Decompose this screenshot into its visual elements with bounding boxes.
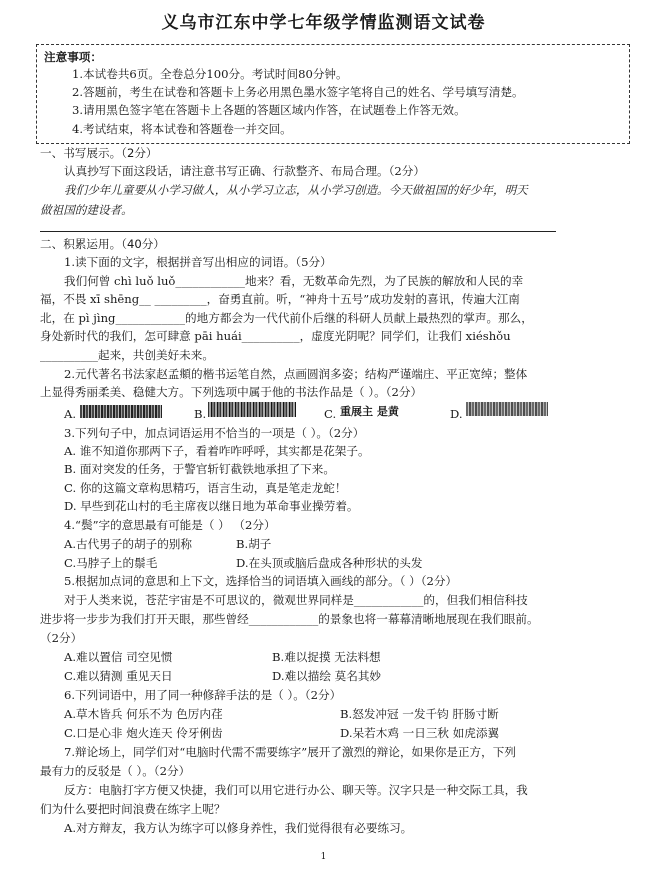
option-text: C. 你的这篇文章构思精巧，语言生动，真是笔走龙蛇！ [64, 481, 347, 495]
question-stem: 2.元代著名书法家赵孟頫的楷书运笔自然，点画圆润多姿；结构严谨端庄、平正宽绰；整体 [64, 367, 528, 381]
question-text: 们为什么要把时间浪费在练字上呢？ [40, 802, 226, 816]
question-text: 身处新时代的我们，怎可肆意 pāi huái__________，虚度光阴呢？同学们，让我们 xiéshǒu [40, 329, 511, 343]
option-text: A. 谁不知道你那两下子，看着咋咋呼呼，其实都是花架子。 [64, 444, 370, 458]
notice-heading: 注意事项： [44, 50, 102, 64]
notice-item: 4.考试结束，将本试卷和答题卷一并交回。 [72, 122, 292, 136]
option-text: A.对方辩友，我方认为练字可以修身养性，我们觉得很有必要练习。 [64, 821, 413, 835]
writing-line [40, 231, 556, 232]
copy-passage: 做祖国的建设者。 [40, 203, 133, 217]
question-text: 上显得秀丽柔美、稳健大方。下列选项中属于他的书法作品是（ ）。（2分） [40, 385, 423, 399]
option-text: A.草木皆兵 何乐不为 色厉内荏 [64, 707, 223, 721]
option-text: D. 早些到花山村的毛主席夜以继日地为革命事业操劳着。 [64, 499, 359, 513]
question-text: 对于人类来说，苍茫宇宙是不可思议的，微观世界同样是____________的，但我们相信科技 [64, 593, 528, 607]
option-text: A.古代男子的胡子的别称 [64, 537, 192, 551]
calligraphy-sample-a [80, 405, 162, 418]
option-text: C.口是心非 炮火连天 伶牙俐齿 [64, 726, 223, 740]
notice-item: 2.答题前，考生在试卷和答题卡上务必用黑色墨水签字笔将自己的姓名、学号填写清楚。 [72, 85, 524, 99]
calligraphy-sample-c: 重展主 是黄 [340, 405, 399, 418]
section-heading: 一、书写展示。（2分） [40, 146, 158, 160]
question-text: 我们何曾 chì luǒ luǒ____________地来？看，无数革命先烈，为了民族的解放和人民的幸 [64, 274, 524, 288]
option-label: A. [64, 407, 77, 421]
notice-item: 1.本试卷共6页。全卷总分100分。考试时间80分钟。 [72, 67, 348, 81]
option-text: C.难以猜测 重见天日 [64, 669, 173, 683]
page-number: 1 [320, 852, 327, 862]
question-text: （2分） [40, 631, 83, 645]
question-text: __________起来，共创美好未来。 [40, 348, 214, 362]
question-stem: 5.根据加点词的意思和上下文，选择恰当的词语填入画线的部分。（ ）（2分） [64, 574, 458, 588]
section-heading: 二、积累运用。（40分） [40, 237, 165, 251]
option-text: D.难以描绘 莫名其妙 [272, 669, 382, 683]
option-text: B.胡子 [236, 537, 272, 551]
option-label: B. [194, 407, 207, 421]
exam-title: 义乌市江东中学七年级学情监测语文试卷 [161, 13, 486, 33]
option-text: B.怒发冲冠 一发千钧 肝肠寸断 [340, 707, 499, 721]
instruction-text: 认真抄写下面这段话，请注意书写正确、行款整齐、布局合理。（2分） [64, 164, 425, 178]
option-text: C.马脖子上的鬃毛 [64, 556, 158, 570]
option-label: C. [324, 407, 337, 421]
question-stem: 3.下列句子中，加点词语运用不恰当的一项是（ ）。（2分） [64, 426, 365, 440]
question-text: 最有力的反驳是（ ）。（2分） [40, 764, 191, 778]
question-stem: 1.读下面的文字，根据拼音写出相应的词语。（5分） [64, 255, 332, 269]
question-text: 反方：电脑打字方便又快捷，我们可以用它进行办公、聊天等。汉字只是一种交际工具，我 [64, 783, 528, 797]
calligraphy-sample-b [208, 402, 296, 417]
calligraphy-sample-d [466, 402, 548, 416]
option-text: D.在头顶或脑后盘成各种形状的头发 [236, 556, 423, 570]
option-text: B. 面对突发的任务，于警官斩钉截铁地承担了下来。 [64, 462, 335, 476]
copy-passage: 我们少年儿童要从小学习做人，从小学习立志，从小学习创造。今天做祖国的好少年，明天 [64, 183, 528, 197]
option-text: D.呆若木鸡 一日三秋 如虎添翼 [340, 726, 500, 740]
question-stem: 6.下列词语中，用了同一种修辞手法的是（ ）。（2分） [64, 688, 342, 702]
option-text: A.难以置信 司空见惯 [64, 650, 173, 664]
question-stem: 4.“鬓”字的意思最有可能是（ ） （2分） [64, 518, 276, 532]
question-text: 福，不畏 xī shēng__ _________，奋勇直前。听，“神舟十五号”成功发射的喜讯，传遍大江南 [40, 292, 520, 306]
question-text: 北，在 pì jìng____________的地方都会为一代代前仆后继的科研人员献上最热烈的掌声。那么， [40, 311, 533, 325]
question-stem: 7.辩论场上，同学们对“电脑时代需不需要练字”展开了激烈的辩论，如果你是正方，下列 [64, 745, 516, 759]
option-label: D. [450, 407, 463, 421]
option-text: B.难以捉摸 无法料想 [272, 650, 381, 664]
question-text: 进步将一步步为我们打开天眼，那些曾经____________的景象也将一幕幕清晰地展现在我们眼前。 [40, 612, 539, 626]
notice-item: 3.请用黑色签字笔在答题卡上各题的答题区域内作答，在试题卷上作答无效。 [72, 103, 466, 117]
